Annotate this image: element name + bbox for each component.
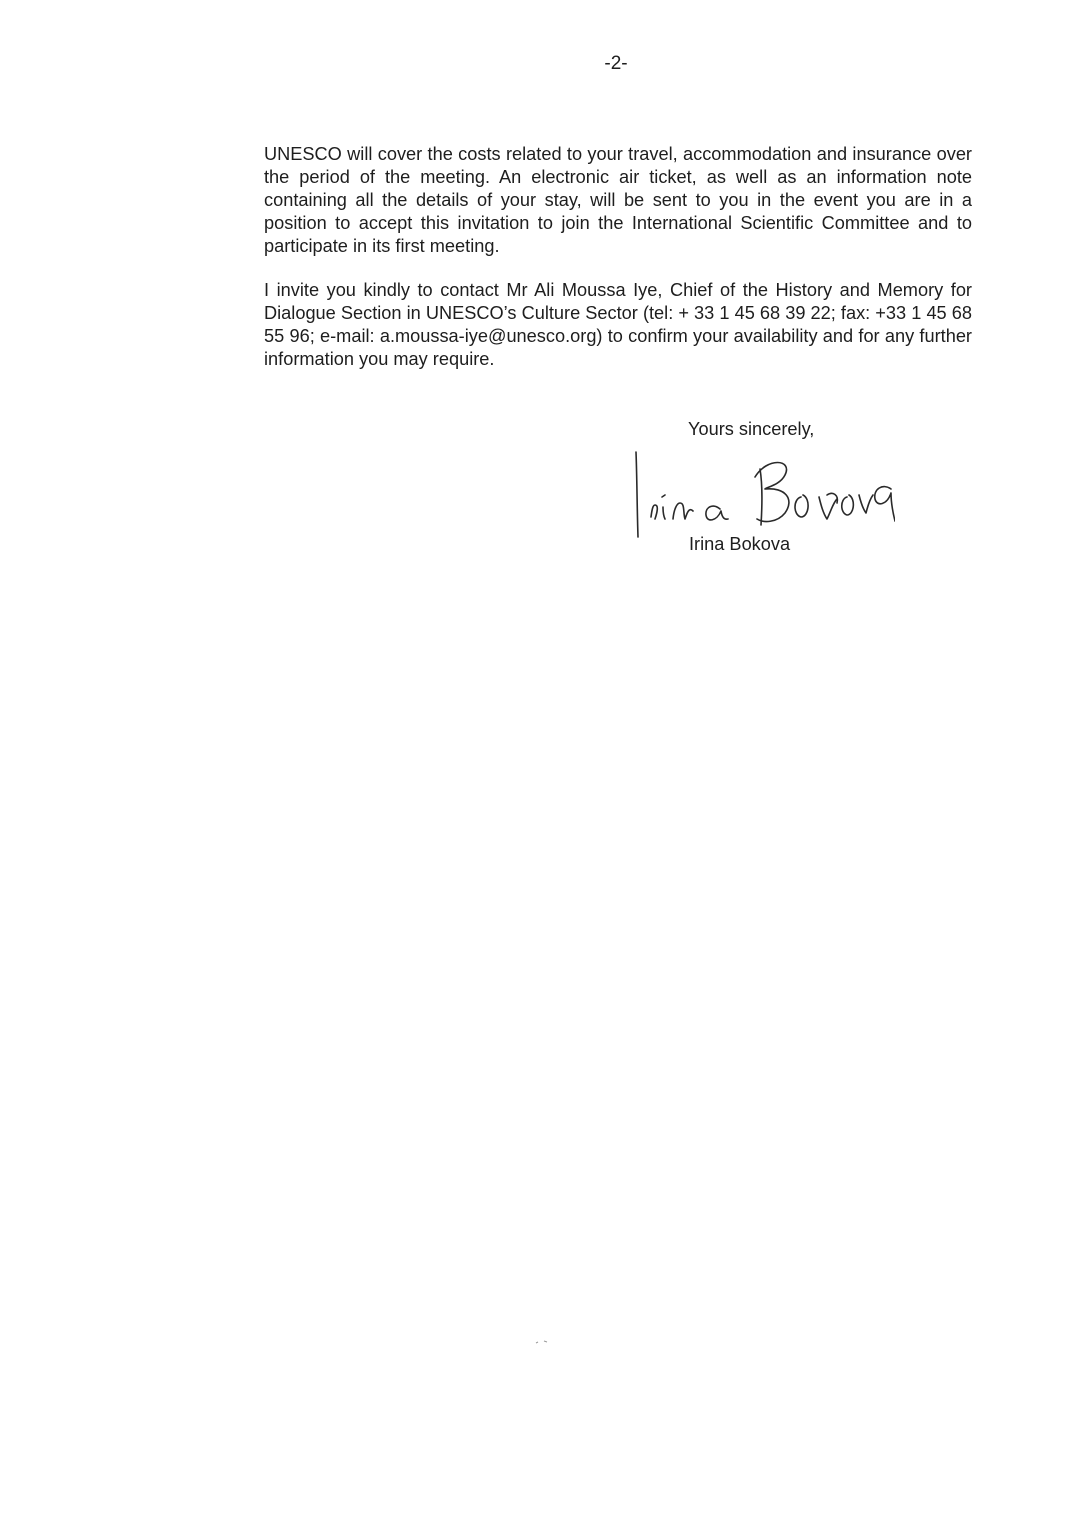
- scan-mark: [534, 1339, 550, 1345]
- handwritten-signature: [625, 447, 895, 542]
- page-number: -2-: [604, 53, 628, 74]
- signatory-name: Irina Bokova: [689, 534, 791, 554]
- paragraph-contact: I invite you kindly to contact Mr Ali Moussa Iye, Chief of the History and Memory for Dialogue Section in UNESCO’s Culture Sector (tel: + 33 1 45 68 39 22; fax: +33 1 45 68 55 96; e-mail: a.moussa-iye@unesco.org) to confirm your availability and for any further information you may require.: [264, 280, 972, 369]
- closing: Yours sincerely,: [688, 419, 815, 439]
- paragraph-travel-costs: UNESCO will cover the costs related to your travel, accommodation and insurance over the period of the meeting. An electronic air ticket, as well as an information note containing all the details of your stay, will be sent to you in the event you are in a position to accept this invitation to join the International Scientific Committee and to participate in its first meeting.: [264, 144, 972, 256]
- letter-body: [264, 143, 972, 392]
